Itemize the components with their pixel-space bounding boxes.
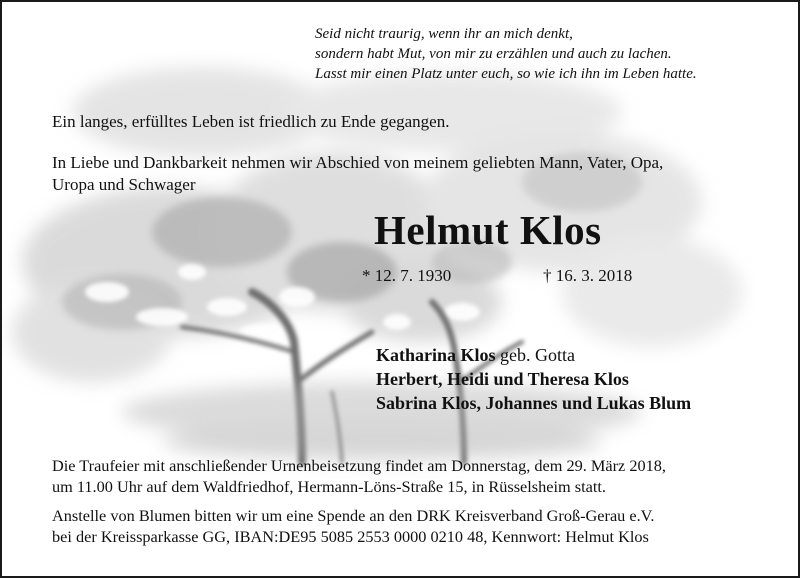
family-line: Sabrina Klos, Johannes und Lukas Blum [376, 393, 692, 413]
death-date: † 16. 3. 2018 [543, 266, 633, 285]
ceremony-line: Die Traufeier mit anschließender Urnenbeisetzung findet am Donnerstag, dem 29. März 2018, [52, 456, 666, 475]
family-suffix: geb. Gotta [495, 345, 575, 365]
intro-text: Ein langes, erfülltes Leben ist friedlich zu Ende gegangen. [52, 112, 450, 131]
family-list [376, 343, 691, 415]
family-line [376, 343, 691, 367]
poem-verse [315, 24, 697, 84]
farewell-line: Uropa und Schwager [52, 175, 196, 194]
poem-line: Lasst mir einen Platz unter euch, so wie ich ihn im Leben hatte. [315, 66, 697, 82]
ceremony-info [52, 455, 666, 497]
farewell-line: In Liebe und Dankbarkeit nehmen wir Abschied von meinem geliebten Mann, Vater, Opa, [52, 153, 664, 172]
birth-date: * 12. 7. 1930 [362, 266, 452, 285]
deceased-name: Helmut Klos [374, 207, 602, 253]
family-name: Katharina Klos [376, 345, 496, 365]
poem-line: sondern habt Mut, von mir zu erzählen und auch zu lachen. [315, 46, 672, 62]
donation-line: Anstelle von Blumen bitten wir um eine Spende an den DRK Kreisverband Groß-Gerau e.V. [52, 506, 655, 525]
family-line: Herbert, Heidi und Theresa Klos [376, 369, 629, 389]
farewell-text [52, 152, 663, 196]
donation-info [52, 505, 654, 547]
donation-line: bei der Kreissparkasse GG, IBAN:DE95 5085 2553 0000 0210 48, Kennwort: Helmut Klos [52, 527, 649, 546]
ceremony-line: um 11.00 Uhr auf dem Waldfriedhof, Hermann-Löns-Straße 15, in Rüsselsheim statt. [52, 477, 606, 496]
poem-line: Seid nicht traurig, wenn ihr an mich denkt, [315, 26, 573, 42]
